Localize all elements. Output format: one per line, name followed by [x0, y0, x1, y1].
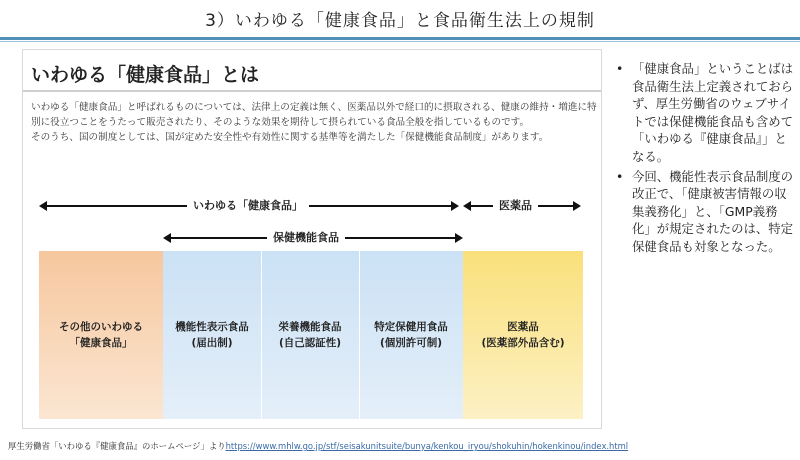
- heading-divider: [23, 90, 602, 92]
- bullet-list: [612, 60, 794, 258]
- citation-link[interactable]: https://www.mhlw.go.jp/stf/seisakunitsuite/bunya/kenkou_iryou/shokuhin/hokenkinou/index.html: [225, 441, 629, 451]
- band-other-health-food: [39, 251, 163, 419]
- band-drug-line1: 医薬品: [507, 321, 539, 333]
- citation-text: 厚生労働省「いわゆる『健康食品』のホームページ」より: [8, 441, 226, 451]
- title-rule-thin: [0, 41, 800, 42]
- band-divider: [359, 251, 360, 419]
- embed-description: [31, 100, 599, 145]
- band-nutrient-function-foods: [261, 251, 359, 419]
- arrow-right-icon: [451, 201, 459, 211]
- band-divider: [261, 251, 262, 419]
- bullet-item: [612, 168, 794, 256]
- embed-paragraph-1: いわゆる「健康食品」と呼ばれるものについては、法律上の定義は無く、医薬品以外で経口的に摂取される、健康の維持・増進に特別に役立つことをうたって販売されたり、そのような効果を期待して摂られている食品全般を指しているものです。: [31, 102, 597, 128]
- bullet-item: [612, 60, 794, 166]
- bullet-text: 今回、機能性表示食品制度の改正で、「健康被害情報の収集義務化」と、「GMP義務化」が規定されたのは、特定保健食品も対象となった。: [632, 168, 794, 254]
- band-spec-line2: (個別許可制): [379, 337, 443, 349]
- bullet-dot-icon: •: [616, 61, 624, 76]
- arrow-right-icon: [573, 201, 581, 211]
- band-spec-line1: 特定保健用食品: [374, 321, 448, 333]
- band-other-line1: その他のいわゆる: [59, 321, 143, 333]
- bullet-text: 「健康食品」ということばは食品衛生法上定義されておらず、厚生労働省のウェブサイトでは保健機能食品も含めて「いわゆる『健康食品』」となる。: [632, 61, 794, 164]
- band-fnc-line2: (届出制): [191, 337, 233, 349]
- source-citation: [8, 440, 628, 452]
- band-drugs: [463, 251, 583, 419]
- band-foods-with-function-claims: [163, 251, 261, 419]
- band-drug-line2: (医薬部外品含む): [481, 337, 565, 349]
- band-other-line2: 「健康食品」: [69, 337, 133, 349]
- health-food-range-label: いわゆる「健康食品」: [187, 197, 309, 213]
- arrow-right-icon: [455, 233, 463, 243]
- bullet-dot-icon: •: [616, 168, 624, 184]
- embed-paragraph-2: そのうち、国の制度としては、国が定めた安全性や有効性に関する基準等を満たした「保健機能食品制度」があります。: [31, 132, 549, 143]
- slide-title: 3）いわゆる「健康食品」と食品衛生法上の規制: [205, 11, 595, 31]
- band-nut-line1: 栄養機能食品: [278, 321, 342, 333]
- drugs-range-label: 医薬品: [493, 197, 538, 213]
- band-fnc-line1: 機能性表示食品: [175, 321, 249, 333]
- embed-heading: いわゆる「健康食品」とは: [31, 64, 260, 86]
- embedded-webpage-capture: [22, 49, 602, 429]
- band-foshu: [359, 251, 463, 419]
- band-nut-line2: (自己認証性): [278, 337, 342, 349]
- title-rule: [0, 37, 800, 40]
- fhc-range-label: 保健機能食品: [267, 229, 345, 245]
